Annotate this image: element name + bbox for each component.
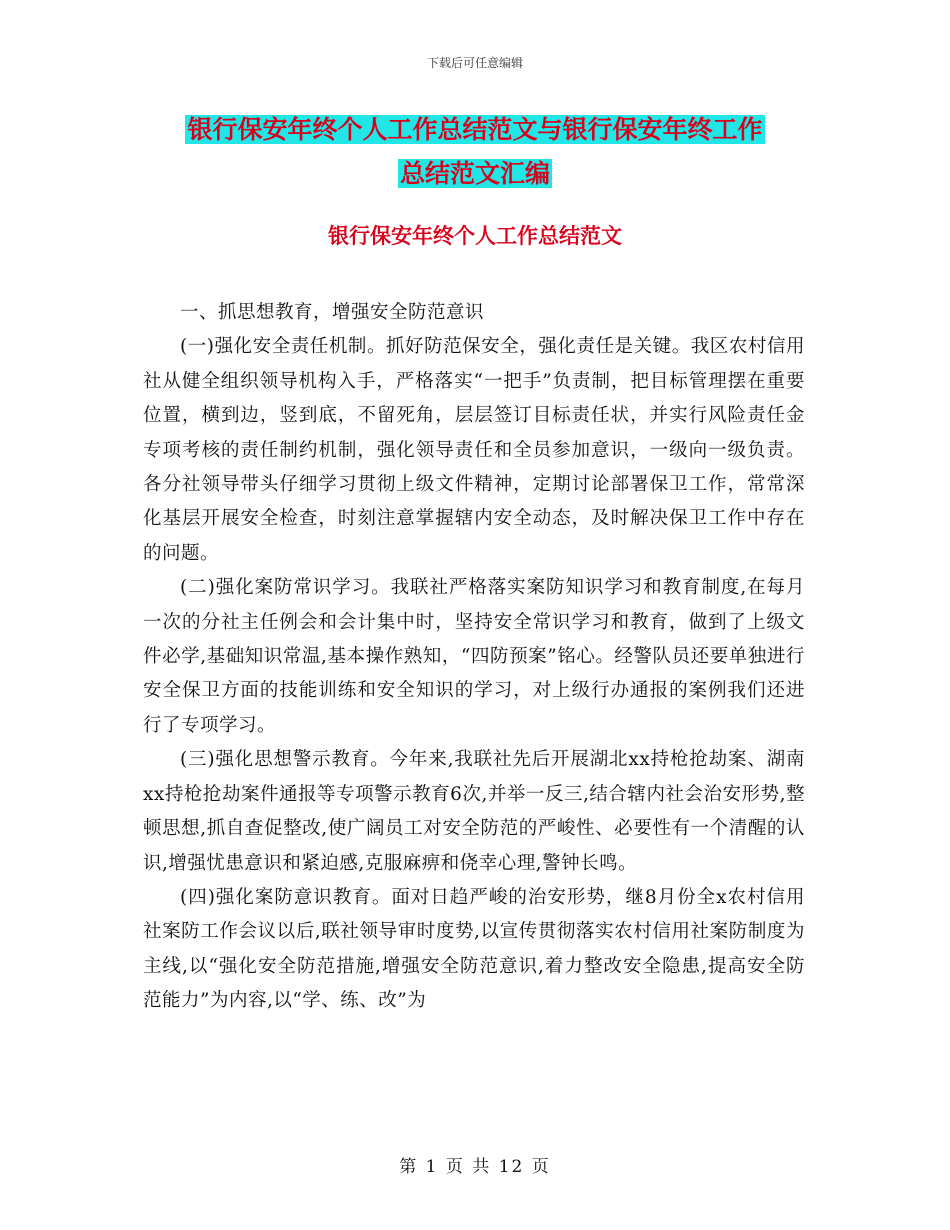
paragraph: (一)强化安全责任机制。抓好防范保安全，强化责任是关键。我区农村信用社从健全组织领导机构入手，严格落实“一把手”负责制，把目标管理摆在重要位置，横到边，竖到底，不留死角，层层签订目标责任状，并实行风险责任金专项考核的责任制约机制，强化领导责任和全员参加意识，一级向一级负责。各分社领导带头仔细学习贯彻上级文件精神，定期讨论部署保卫工作，常常深化基层开展安全检查，时刻注意掌握辖内安全动态，及时解决保卫工作中存在的问题。 [143, 336, 805, 564]
header-note: 下载后可任意编辑 [426, 56, 523, 70]
body-text [143, 296, 805, 1019]
section-title: 银行保安年终个人工作总结范文 [328, 223, 622, 248]
main-title-line-2: 总结范文汇编 [399, 159, 550, 188]
main-title-line-1: 银行保安年终个人工作总结范文与银行保安年终工作 [187, 115, 763, 144]
paragraph: (二)强化案防常识学习。我联社严格落实案防知识学习和教育制度,在每月一次的分社主任例会和会计集中时，坚持安全常识学习和教育，做到了上级文件必学,基础知识常温,基本操作熟知，“四防预案”铭心。经警队员还要单独进行安全保卫方面的技能训练和安全知识的学习，对上级行办通报的案例我们还进行了专项学习。 [143, 577, 805, 736]
page-number: 第 1 页 共 12 页 [399, 1157, 551, 1177]
paragraph: (四)强化案防意识教育。面对日趋严峻的治安形势，继8月份全x农村信用社案防工作会议以后,联社领导审时度势,以宣传贯彻落实农村信用社案防制度为主线,以“强化安全防范措施,增强安全防范意识,着力整改安全隐患,提高安全防范能力”为内容,以“学、练、改”为 [143, 886, 805, 1012]
paragraph: (三)强化思想警示教育。今年来,我联社先后开展湖北xx持枪抢劫案、湖南xx持枪抢劫案件通报等专项警示教育6次,并举一反三,结合辖内社会治安形势,整顿思想,抓自查促整改,使广阔员工对安全防范的严峻性、必要性有一个清醒的认识,增强忧患意识和紧迫感,克服麻痹和侥幸心理,警钟长鸣。 [143, 749, 805, 874]
main-title [140, 108, 810, 196]
paragraph-heading: 一、抓思想教育，增强安全防范意识 [180, 302, 485, 323]
